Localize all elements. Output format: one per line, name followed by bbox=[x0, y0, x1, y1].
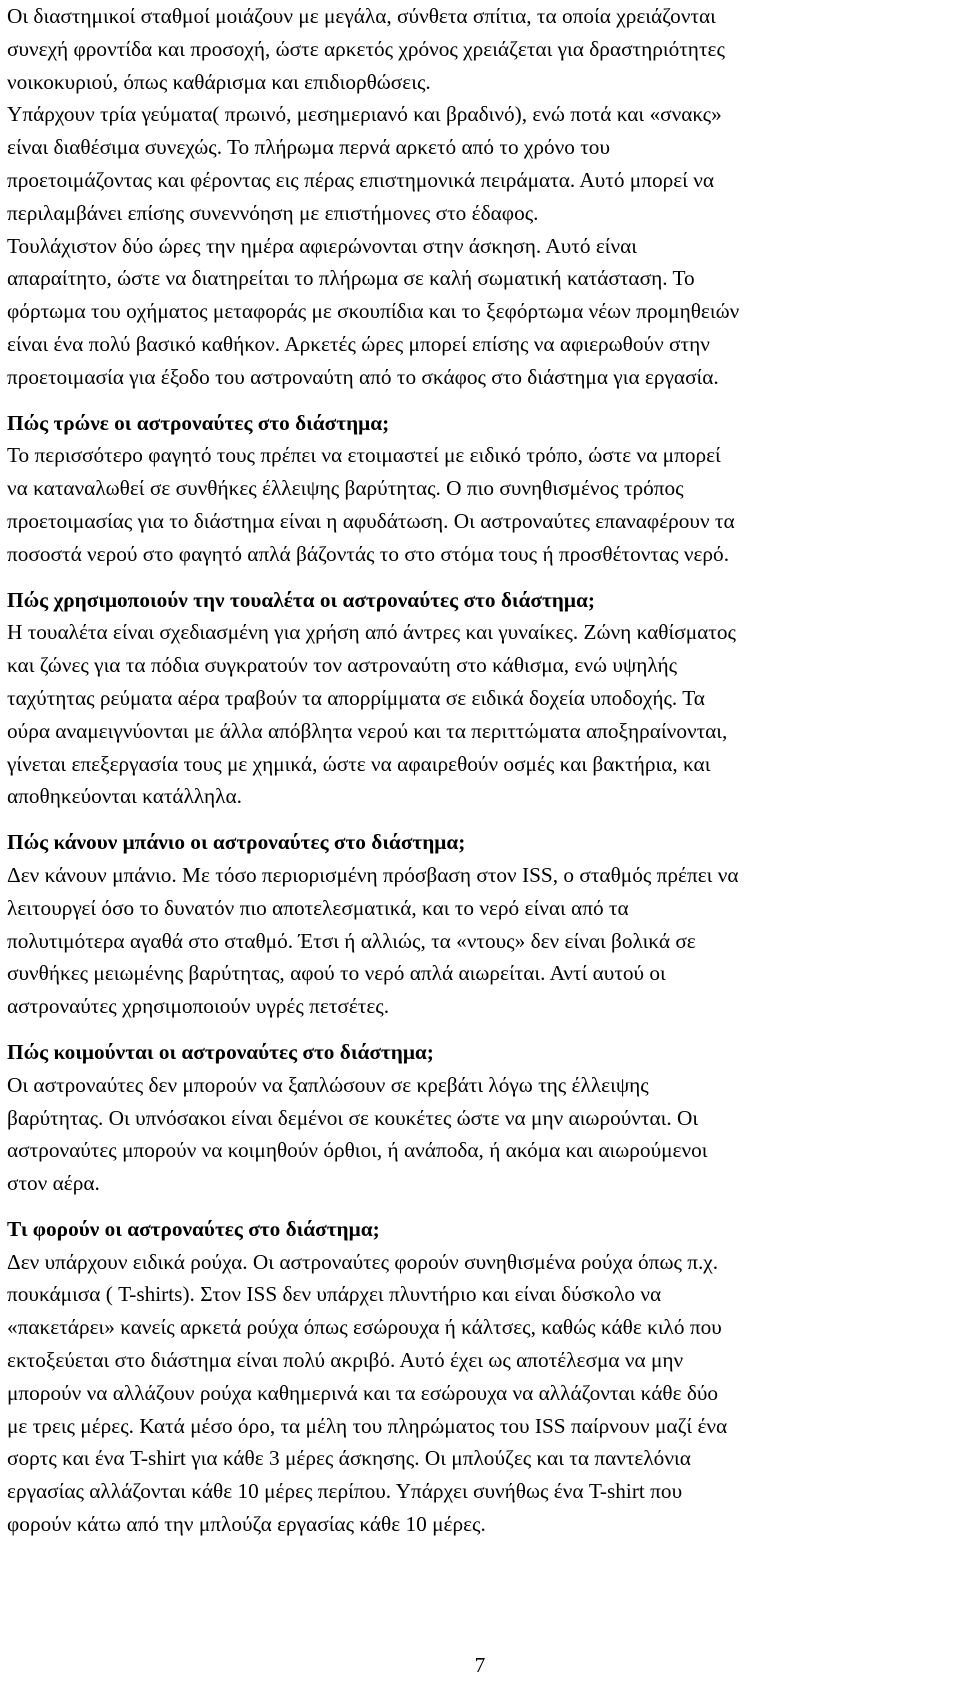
text-line: Το περισσότερο φαγητό τους πρέπει να ετοιμαστεί με ειδικό τρόπο, ώστε να μπορεί bbox=[7, 443, 721, 468]
text-line: γίνεται επεξεργασία τους με χημικά, ώστε να αφαιρεθούν οσμές και βακτήρια, και bbox=[7, 751, 711, 776]
text-line: προετοιμασία για έξοδο του αστροναύτη από το σκάφος στο διάστημα για εργασία. bbox=[7, 364, 719, 389]
text-line: προετοιμασίας για το διάστημα είναι η αφυδάτωση. Οι αστροναύτες επαναφέρουν τα bbox=[7, 508, 735, 533]
text-line: ούρα αναμειγνύονται με άλλα απόβλητα νερού και τα περιττώματα αποξηραίνονται, bbox=[7, 718, 728, 743]
text-line: σορτς και ένα T-shirt για κάθε 3 μέρες άσκησης. Οι μπλούζες και τα παντελόνια bbox=[7, 1446, 691, 1471]
text-line: αστροναύτες μπορούν να κοιμηθούν όρθιοι, ή ανάποδα, ή ακόμα και αιωρούμενοι bbox=[7, 1138, 708, 1163]
text-line: λειτουργεί όσο το δυνατόν πιο αποτελεσματικά, και το νερό είναι από τα bbox=[7, 895, 629, 920]
text-line: είναι διαθέσιμα συνεχώς. Το πλήρωμα περνά αρκετό από το χρόνο του bbox=[7, 135, 610, 160]
text-line: με τρεις μέρες. Κατά μέσο όρο, τα μέλη του πληρώματος του ISS παίρνουν μαζί ένα bbox=[7, 1413, 728, 1438]
text-line: Οι αστροναύτες δεν μπορούν να ξαπλώσουν σε κρεβάτι λόγω της έλλειψης bbox=[7, 1072, 649, 1097]
text-line: πολυτιμότερα αγαθά στο σταθμό. Έτσι ή αλλιώς, τα «ντους» δεν είναι βολικά σε bbox=[7, 928, 696, 953]
section-heading-sleep: Πώς κοιμούνται οι αστροναύτες στο διάστημα; bbox=[7, 1039, 434, 1064]
text-line: εκτοξεύεται στο διάστημα είναι πολύ ακριβό. Αυτό έχει ως αποτέλεσμα να μην bbox=[7, 1348, 684, 1373]
text-line: να καταναλωθεί σε συνθήκες έλλειψης βαρύτητας. Ο πιο συνηθισμένος τρόπος bbox=[7, 476, 684, 501]
text-line: περιλαμβάνει επίσης συνεννόηση με επιστήμονες στο έδαφος. bbox=[7, 200, 539, 225]
section-heading-bath: Πώς κάνουν μπάνιο οι αστροναύτες στο διάστημα; bbox=[7, 830, 466, 855]
text-line: ταχύτητας ρεύματα αέρα τραβούν τα απορρίμματα σε ειδικά δοχεία υποδοχής. Τα bbox=[7, 685, 705, 710]
text-line: βαρύτητας. Οι υπνόσακοι είναι δεμένοι σε κουκέτες ώστε να μην αιωρούνται. Οι bbox=[7, 1105, 699, 1130]
text-line: αστροναύτες χρησιμοποιούν υγρές πετσέτες. bbox=[7, 994, 390, 1019]
text-line: απαραίτητο, ώστε να διατηρείται το πλήρωμα σε καλή σωματική κατάσταση. Το bbox=[7, 266, 695, 291]
text-line: «πακετάρει» κανείς αρκετά ρούχα όπως εσώρουχα ή κάλτσες, καθώς κάθε κιλό που bbox=[7, 1315, 722, 1340]
food-paragraph bbox=[7, 439, 952, 570]
clothes-paragraph bbox=[7, 1246, 952, 1541]
text-line: και ζώνες για τα πόδια συγκρατούν τον αστροναύτη στο κάθισμα, ενώ υψηλής bbox=[7, 653, 678, 678]
sleep-paragraph bbox=[7, 1069, 952, 1200]
text-line: φορούν κάτω από την μπλούζα εργασίας κάθε 10 μέρες. bbox=[7, 1512, 486, 1537]
text-line: πουκάμισα ( T-shirts). Στον ISS δεν υπάρχει πλυντήριο και είναι δύσκολο να bbox=[7, 1282, 662, 1307]
section-heading-toilet: Πώς χρησιμοποιούν την τουαλέτα οι αστροναύτες στο διάστημα; bbox=[7, 587, 595, 612]
text-line: στον αέρα. bbox=[7, 1171, 100, 1196]
text-line: συνεχή φροντίδα και προσοχή, ώστε αρκετός χρόνος χρειάζεται για δραστηριότητες bbox=[7, 36, 725, 61]
text-line: Δεν κάνουν μπάνιο. Με τόσο περιορισμένη πρόσβαση στον ISS, ο σταθμός πρέπει να bbox=[7, 862, 739, 887]
text-line: αποθηκεύονται κατάλληλα. bbox=[7, 784, 242, 809]
page-number: 7 bbox=[474, 1653, 486, 1677]
text-line: προετοιμάζοντας και φέροντας εις πέρας επιστημονικά πειράματα. Αυτό μπορεί να bbox=[7, 167, 715, 192]
text-line: ποσοστά νερού στο φαγητό απλά βάζοντάς το στο στόμα τους ή προσθέτοντας νερό. bbox=[7, 541, 730, 566]
text-line: μπορούν να αλλάζουν ρούχα καθημερινά και τα εσώρουχα να αλλάζονται κάθε δύο bbox=[7, 1380, 719, 1405]
section-heading-food: Πώς τρώνε οι αστροναύτες στο διάστημα; bbox=[7, 410, 390, 435]
bath-paragraph bbox=[7, 859, 952, 1023]
text-line: Τουλάχιστον δύο ώρες την ημέρα αφιερώνονται στην άσκηση. Αυτό είναι bbox=[7, 233, 638, 258]
text-line: Οι διαστημικοί σταθμοί μοιάζουν με μεγάλα, σύνθετα σπίτια, τα οποία χρειάζονται bbox=[7, 4, 716, 28]
text-line: Δεν υπάρχουν ειδικά ρούχα. Οι αστροναύτες φορούν συνηθισμένα ρούχα όπως π.χ. bbox=[7, 1249, 719, 1274]
text-line: είναι ένα πολύ βασικό καθήκον. Αρκετές ώρες μπορεί επίσης να αφιερωθούν στην bbox=[7, 331, 710, 356]
section-heading-clothes: Τι φορούν οι αστροναύτες στο διάστημα; bbox=[7, 1216, 380, 1241]
text-line: Υπάρχουν τρία γεύματα( πρωινό, μεσημεριανό και βραδινό), ενώ ποτά και «σνακς» bbox=[7, 102, 722, 127]
text-line: νοικοκυριού, όπως καθάρισμα και επιδιορθώσεις. bbox=[7, 69, 431, 94]
document-page bbox=[7, 0, 952, 1541]
text-line: εργασίας αλλάζονται κάθε 10 μέρες περίπου. Υπάρχει συνήθως ένα T-shirt που bbox=[7, 1479, 683, 1504]
text-line: Η τουαλέτα είναι σχεδιασμένη για χρήση από άντρες και γυναίκες. Ζώνη καθίσματος bbox=[7, 620, 736, 645]
intro-paragraph bbox=[7, 0, 952, 394]
text-line: συνθήκες μειωμένης βαρύτητας, αφού το νερό απλά αιωρείται. Αντί αυτού οι bbox=[7, 961, 666, 986]
text-line: φόρτωμα του οχήματος μεταφοράς με σκουπίδια και το ξεφόρτωμα νέων προμηθειών bbox=[7, 299, 740, 324]
toilet-paragraph bbox=[7, 616, 952, 813]
